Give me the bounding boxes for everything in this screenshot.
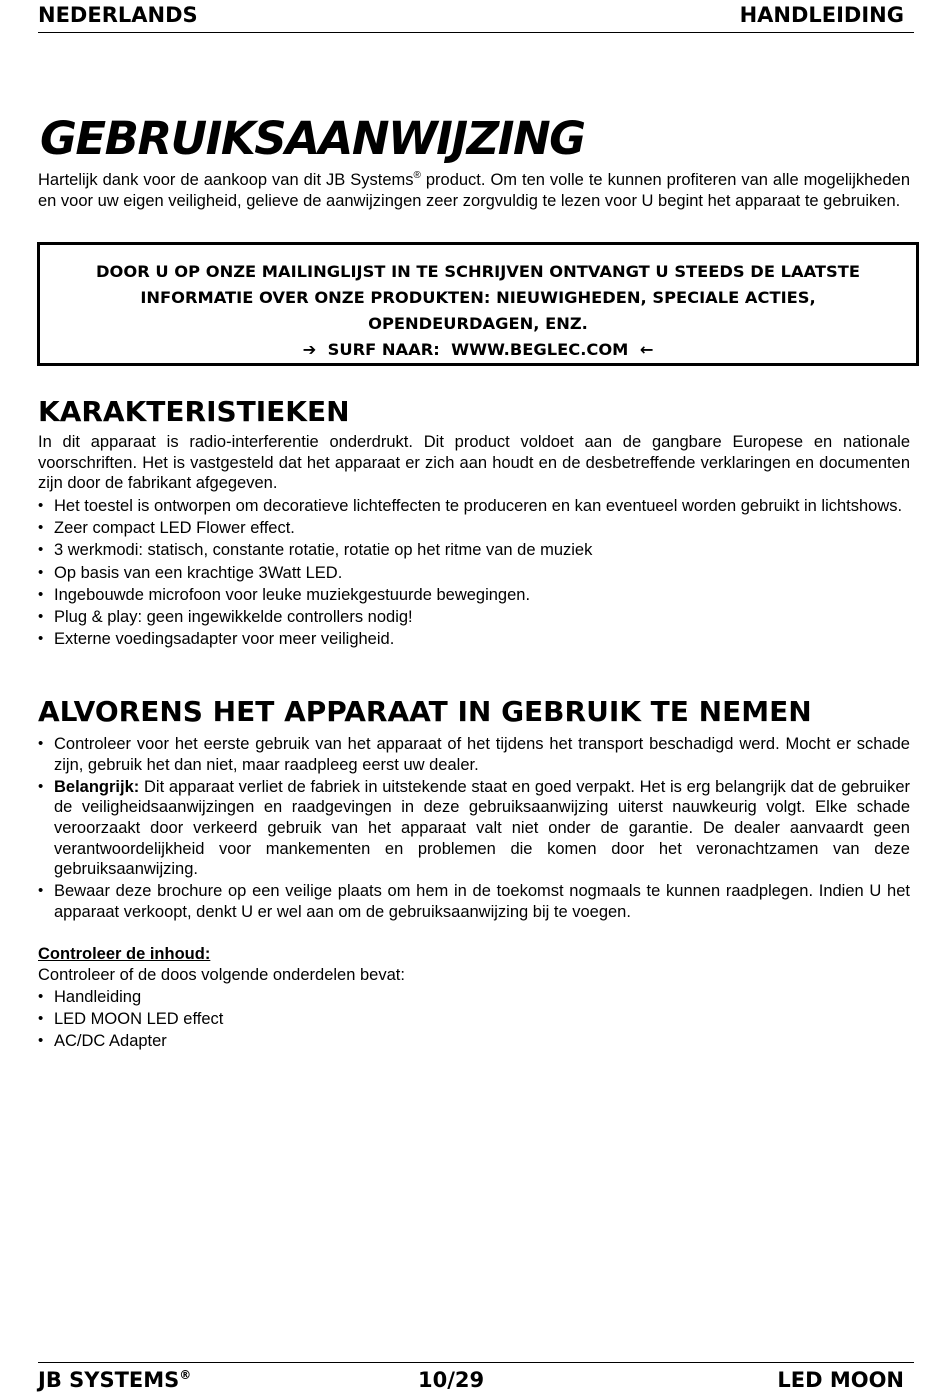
header-doc-type: HANDLEIDING bbox=[739, 3, 904, 27]
intro-text-start: Hartelijk dank voor de aankoop van dit JB Systems bbox=[38, 171, 414, 189]
document-title: GEBRUIKSAANWIJZING bbox=[40, 112, 585, 165]
list-item: • Bewaar deze brochure op een veilige plaats om hem in de toekomst nogmaals te kunnen raadplegen. Indien U het apparaat verkoopt, denkt U er wel aan om de gebruiksaanwijzing bij te voegen. bbox=[38, 881, 910, 922]
list-item: • 3 werkmodi: statisch, constante rotatie, rotatie op het ritme van de muziek bbox=[38, 540, 910, 561]
notice-surf-line bbox=[78, 337, 878, 363]
page-footer bbox=[38, 1362, 914, 1395]
header-language: NEDERLANDS bbox=[38, 3, 198, 27]
page-header bbox=[38, 2, 914, 33]
features-heading: KARAKTERISTIEKEN bbox=[38, 395, 350, 428]
arrow-right-icon: ➔ bbox=[302, 340, 317, 359]
page-number: 10/29 bbox=[418, 1368, 485, 1392]
list-item: • Externe voedingsadapter voor meer veiligheid. bbox=[38, 629, 910, 650]
list-item: • AC/DC Adapter bbox=[38, 1031, 910, 1052]
list-item: • Handleiding bbox=[38, 987, 910, 1008]
footer-brand bbox=[38, 1368, 191, 1392]
before-use-heading: ALVORENS HET APPARAAT IN GEBRUIK TE NEMEN bbox=[38, 695, 812, 728]
before-use-list bbox=[38, 734, 910, 924]
brand-name: JB SYSTEMS bbox=[38, 1368, 180, 1392]
footer-registered-mark: ® bbox=[179, 1368, 192, 1382]
list-item: • Plug & play: geen ingewikkelde controllers nodig! bbox=[38, 607, 910, 628]
footer-product: LED MOON bbox=[777, 1368, 904, 1392]
list-item bbox=[38, 777, 910, 880]
contents-heading: Controleer de inhoud: bbox=[38, 945, 211, 963]
intro-paragraph bbox=[38, 170, 910, 211]
list-item: • Ingebouwde microfoon voor leuke muziekgestuurde bewegingen. bbox=[38, 585, 910, 606]
features-intro: In dit apparaat is radio-interferentie onderdrukt. Dit product voldoet aan de gangbare Europese en nationale voorschriften. Het is vastgesteld dat het apparaat er zich aan houdt en de desbetreffende verklaringen en documenten zijn door de fabrikant afgegeven. bbox=[38, 433, 910, 493]
important-text: Dit apparaat verliet de fabriek in uitstekende staat en goed verpakt. Het is erg belangrijk dat de gebruiker de veiligheidsaanwijzingen en raadgevingen in deze gebruiksaanwijzing uiterst nauwkeurig volgt. Elke schade veroorzaakt door verkeerd gebruik van het apparaat valt niet onder de garantie. De dealer aanvaardt geen verantwoordelijkheid voor mankementen en problemen die komen door het veronachtzamen van deze gebruiksaanwijzing. bbox=[54, 777, 910, 879]
list-item: • Zeer compact LED Flower effect. bbox=[38, 518, 910, 539]
features-list bbox=[38, 496, 910, 651]
contents-list bbox=[38, 987, 910, 1054]
list-item: • Op basis van een krachtige 3Watt LED. bbox=[38, 563, 910, 584]
list-item: • Controleer voor het eerste gebruik van het apparaat of het tijdens het transport beschadigd werd. Mocht er schade zijn, gebruik het dan niet, maar raadpleeg eerst uw dealer. bbox=[38, 734, 910, 775]
surf-label: SURF NAAR: bbox=[327, 340, 440, 359]
list-item: • LED MOON LED effect bbox=[38, 1009, 910, 1030]
list-item: • Het toestel is ontworpen om decoratieve lichteffecten te produceren en kan eventueel worden gebruikt in lichtshows. bbox=[38, 496, 910, 517]
contents-intro: Controleer of de doos volgende onderdelen bevat: bbox=[38, 966, 405, 984]
website-link[interactable]: WWW.BEGLEC.COM bbox=[451, 340, 629, 359]
arrow-left-icon: ← bbox=[639, 340, 654, 359]
notice-text: DOOR U OP ONZE MAILINGLIJST IN TE SCHRIJVEN ONTVANGT U STEEDS DE LAATSTE INFORMATIE OVER ONZE PRODUKTEN: NIEUWIGHEDEN, SPECIALE ACTIES, OPENDEURDAGEN, ENZ. bbox=[96, 262, 860, 333]
important-label: Belangrijk: bbox=[54, 777, 140, 796]
mailinglist-notice-box bbox=[37, 242, 919, 366]
intro-text-end: product. Om ten volle te kunnen profiteren van alle mogelijkheden en voor uw eigen veiligheid, gelieve de aanwijzingen zeer zorgvuldig te lezen voor U begint het apparaat te gebruiken. bbox=[38, 171, 911, 210]
registered-mark: ® bbox=[413, 170, 421, 181]
